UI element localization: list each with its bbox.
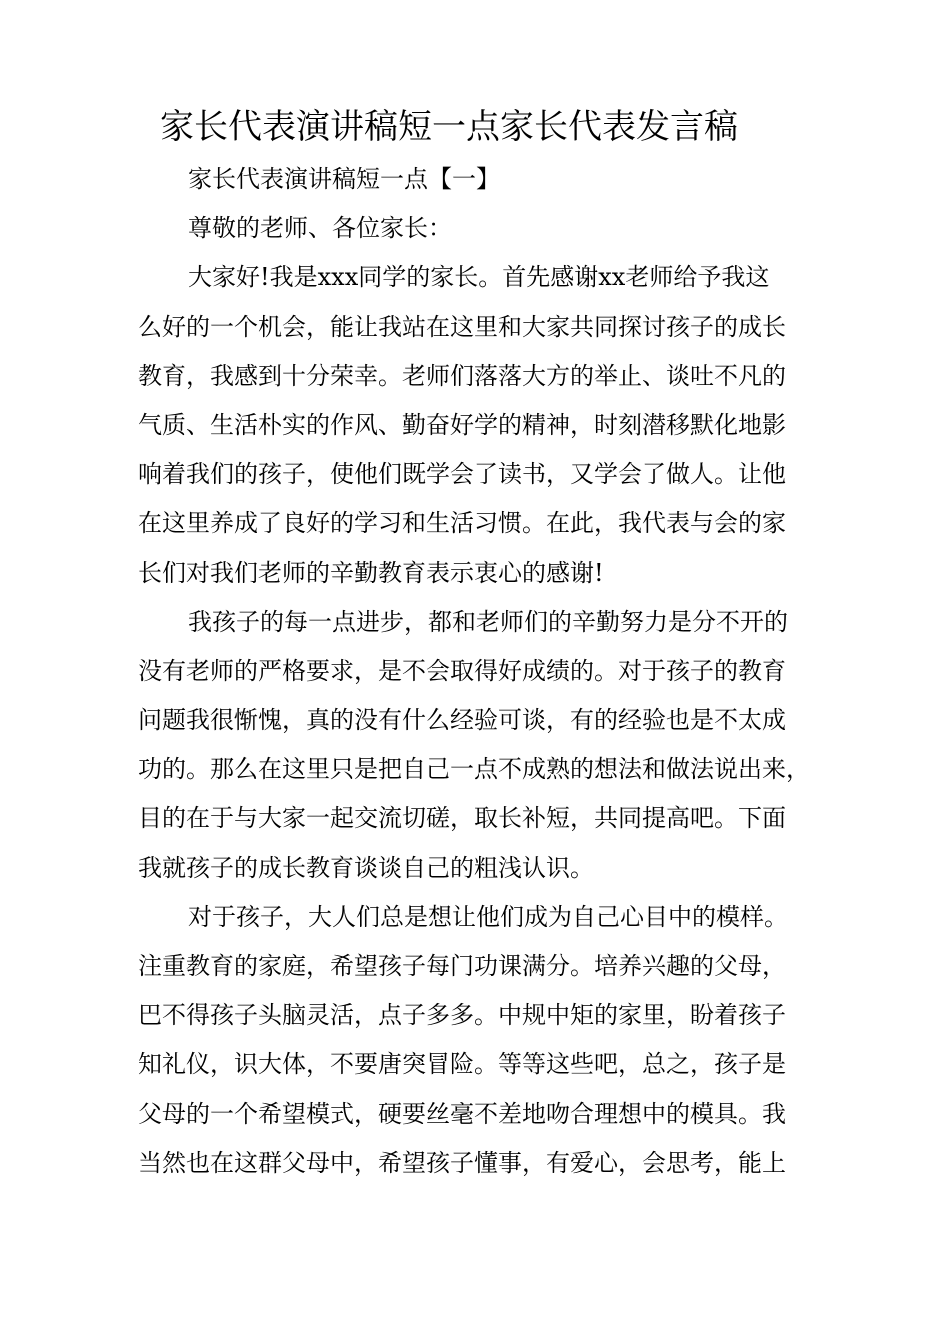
paragraph-1-line: 么好的一个机会，能让我站在这里和大家共同探讨孩子的成长 (138, 312, 786, 341)
paragraph-3-line: 当然也在这群父母中，希望孩子懂事，有爱心，会思考，能上 (138, 1148, 786, 1177)
paragraph-2-line: 没有老师的严格要求，是不会取得好成绩的。对于孩子的教育 (138, 656, 786, 685)
paragraph-2-line: 问题我很惭愧，真的没有什么经验可谈，有的经验也是不太成 (138, 706, 786, 735)
paragraph-3-line: 巴不得孩子头脑灵活，点子多多。中规中矩的家里，盼着孩子 (138, 1001, 786, 1030)
paragraph-2-line: 功的。那么在这里只是把自己一点不成熟的想法和做法说出来， (138, 755, 810, 784)
paragraph-1-line: 大家好!我是xxx同学的家长。首先感谢xx老师给予我这 (188, 263, 770, 292)
paragraph-1-line: 气质、生活朴实的作风、勤奋好学的精神，时刻潜移默化地影 (138, 410, 786, 439)
paragraph-2-line: 我就孩子的成长教育谈谈自己的粗浅认识。 (138, 853, 594, 882)
paragraph-2-line: 目的在于与大家一起交流切磋，取长补短，共同提高吧。下面 (138, 804, 786, 833)
section-heading: 家长代表演讲稿短一点【一】 (188, 165, 500, 193)
paragraph-3-line: 知礼仪，识大体，不要唐突冒险。等等这些吧，总之，孩子是 (138, 1050, 786, 1079)
paragraph-3-line: 注重教育的家庭，希望孩子每门功课满分。培养兴趣的父母， (138, 952, 786, 980)
paragraph-3-line: 父母的一个希望模式，硬要丝毫不差地吻合理想中的模具。我 (138, 1099, 786, 1128)
document-title: 家长代表演讲稿短一点家长代表发言稿 (160, 107, 738, 147)
paragraph-1-line: 长们对我们老师的辛勤教育表示衷心的感谢! (138, 558, 604, 587)
paragraph-2-line: 我孩子的每一点进步，都和老师们的辛勤努力是分不开的 (188, 607, 788, 636)
paragraph-3-line: 对于孩子，大人们总是想让他们成为自己心目中的模样。 (188, 902, 788, 931)
document-body (138, 155, 838, 1188)
paragraph-1-line: 在这里养成了良好的学习和生活习惯。在此，我代表与会的家 (138, 509, 786, 538)
paragraph-1-line: 响着我们的孩子，使他们既学会了读书，又学会了做人。让他 (138, 460, 786, 489)
paragraph-1-line: 教育，我感到十分荣幸。老师们落落大方的举止、谈吐不凡的 (138, 361, 786, 390)
salutation: 尊敬的老师、各位家长： (188, 214, 452, 243)
